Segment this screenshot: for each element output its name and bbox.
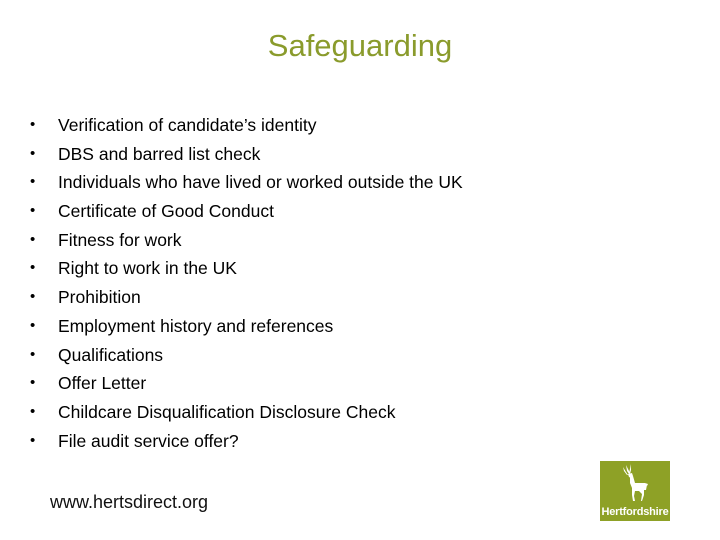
footer-url[interactable]: www.hertsdirect.org — [50, 492, 209, 512]
list-item — [30, 283, 463, 312]
list-item-text: Fitness for work — [58, 229, 182, 250]
bullet-dot: • — [30, 431, 36, 449]
list-item — [30, 197, 463, 226]
bullet-dot: • — [30, 345, 36, 363]
bullet-dot: • — [30, 259, 36, 277]
list-item — [30, 254, 463, 283]
list-item — [30, 226, 463, 255]
bullet-dot: • — [30, 173, 36, 191]
list-item — [30, 140, 463, 169]
list-item-text: Verification of candidate’s identity — [58, 115, 317, 135]
logo-text: Hertfordshire — [601, 506, 669, 518]
list-item — [30, 168, 463, 197]
list-item-text: File audit service offer? — [58, 430, 239, 451]
list-item-text: Qualifications — [58, 344, 164, 365]
list-item-text: Prohibition — [58, 287, 141, 308]
bullet-list — [30, 111, 463, 455]
list-item-text: Individuals who have lived or worked outside the UK — [58, 172, 463, 193]
bullet-dot: • — [30, 402, 36, 420]
list-item-text: Right to work in the UK — [58, 258, 237, 279]
slide-title: Safeguarding — [267, 28, 453, 63]
list-item-text: Employment history and references — [58, 315, 334, 336]
bullet-dot: • — [30, 316, 36, 334]
bullet-dot: • — [30, 374, 36, 392]
list-item — [30, 427, 463, 456]
list-item — [30, 398, 463, 427]
list-item — [30, 111, 463, 140]
bullet-dot: • — [30, 288, 36, 306]
bullet-dot: • — [30, 116, 36, 133]
hertfordshire-logo — [600, 461, 670, 521]
list-item — [30, 312, 463, 341]
bullet-dot: • — [30, 230, 36, 248]
list-item-text: Offer Letter — [58, 373, 147, 394]
list-item-text: Childcare Disqualification Disclosure Check — [58, 401, 396, 422]
list-item-text: DBS and barred list check — [58, 143, 261, 164]
list-item — [30, 341, 463, 370]
bullet-dot: • — [30, 202, 36, 220]
list-item-text: Certificate of Good Conduct — [58, 201, 274, 222]
list-item — [30, 369, 463, 398]
bullet-dot: • — [30, 144, 36, 162]
hart-deer-icon — [618, 463, 652, 503]
